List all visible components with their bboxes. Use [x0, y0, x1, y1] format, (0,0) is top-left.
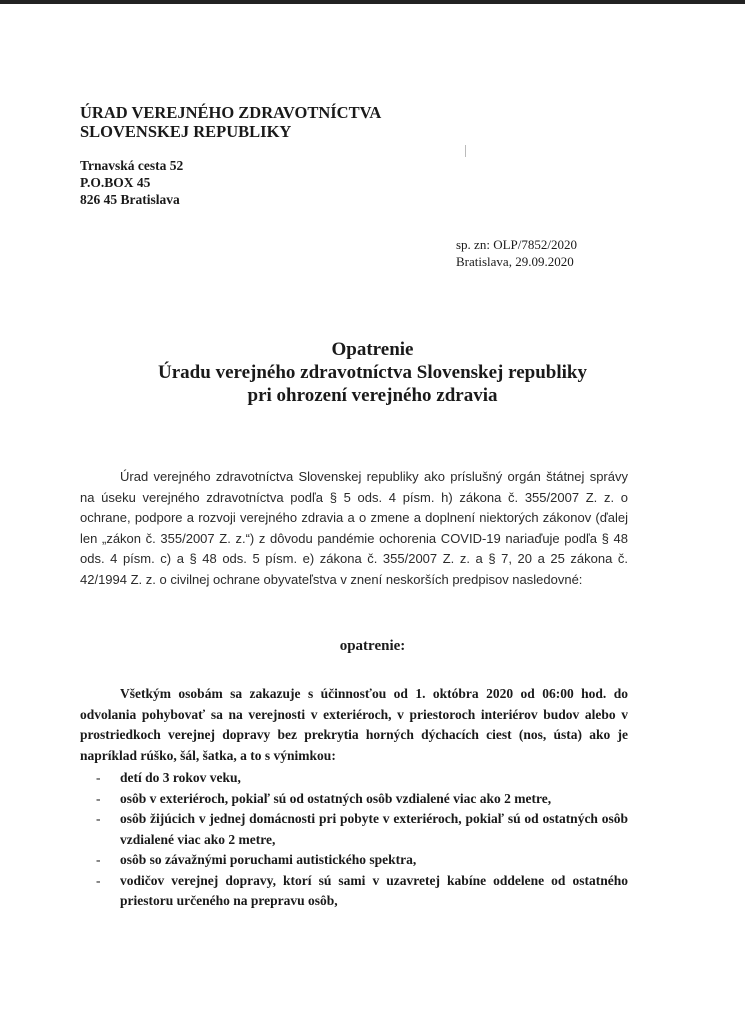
address-street: Trnavská cesta 52	[80, 158, 184, 173]
list-item: - osôb žijúcich v jednej domácnosti pri pobyte v exteriéroch, pokiaľ sú od ostatných osôb vzdialené viac ako 2 metre,	[96, 811, 628, 847]
document-title	[0, 338, 745, 407]
document-reference	[456, 237, 577, 270]
file-number: sp. zn: OLP/7852/2020	[456, 237, 577, 252]
list-marker: -	[96, 811, 101, 826]
issuer-organization	[80, 103, 381, 141]
intro-paragraph: Úrad verejného zdravotníctva Slovenskej republiky ako príslušný orgán štátnej správy na úseku verejného zdravotníctva podľa § 5 ods. 4 písm. h) zákona č. 355/2007 Z. z. o ochrane, podpore a rozvoji verejného zdravia a o zmene a doplnení niektorých zákonov (ďalej len „zákon č. 355/2007 Z. z.“) z dôvodu pandémie ochorenia COVID-19 nariaďuje podľa § 48 ods. 4 písm. c) a § 48 ods. 5 písm. e) zákona č. 355/2007 Z. z. a § 7, 20 a 25 zákona č. 42/1994 Z. z. o civilnej ochrane obyvateľstva v znení neskorších predpisov nasledovné:	[80, 469, 628, 587]
scan-top-edge	[0, 0, 745, 4]
address-pobox: P.O.BOX 45	[80, 175, 151, 190]
list-marker: -	[96, 790, 101, 806]
exceptions-list	[80, 768, 628, 912]
list-marker: -	[96, 872, 101, 888]
list-item: - osôb so závažnými poruchami autistického spektra,	[80, 850, 628, 871]
address-city: 826 45 Bratislava	[80, 192, 180, 207]
list-marker: -	[96, 770, 101, 785]
title-line2: Úradu verejného zdravotníctva Slovenskej republiky	[158, 362, 587, 383]
place-date: Bratislava, 29.09.2020	[456, 253, 574, 269]
list-marker: -	[96, 852, 101, 867]
title-line3: pri ohrození verejného zdravia	[247, 385, 498, 406]
issuer-address	[80, 157, 183, 208]
org-name-line1: ÚRAD VEREJNÉHO ZDRAVOTNÍCTVA	[80, 103, 382, 122]
org-name-line2: SLOVENSKEJ REPUBLIKY	[80, 122, 292, 141]
section-heading: opatrenie:	[339, 638, 406, 654]
list-item: - detí do 3 rokov veku,	[80, 768, 628, 789]
scan-mark	[465, 145, 466, 157]
title-line1: Opatrenie	[331, 339, 414, 360]
list-item: - vodičov verejnej dopravy, ktorí sú sami v uzavretej kabíne oddelene od ostatného priestoru určeného na prepravu osôb,	[96, 872, 628, 908]
list-item: - osôb v exteriéroch, pokiaľ sú od ostatných osôb vzdialené viac ako 2 metre,	[80, 789, 628, 810]
main-paragraph: Všetkým osobám sa zakazuje s účinnosťou od 1. októbra 2020 od 06:00 hod. do odvolania pohybovať sa na verejnosti v exteriéroch, v priestoroch interiérov budov alebo v prostriedkoch verejnej dopravy bez prekrytia horných dýchacích ciest (nos, ústa) ako je napríklad rúško, šál, šatka, a to s výnimkou:	[80, 686, 628, 763]
